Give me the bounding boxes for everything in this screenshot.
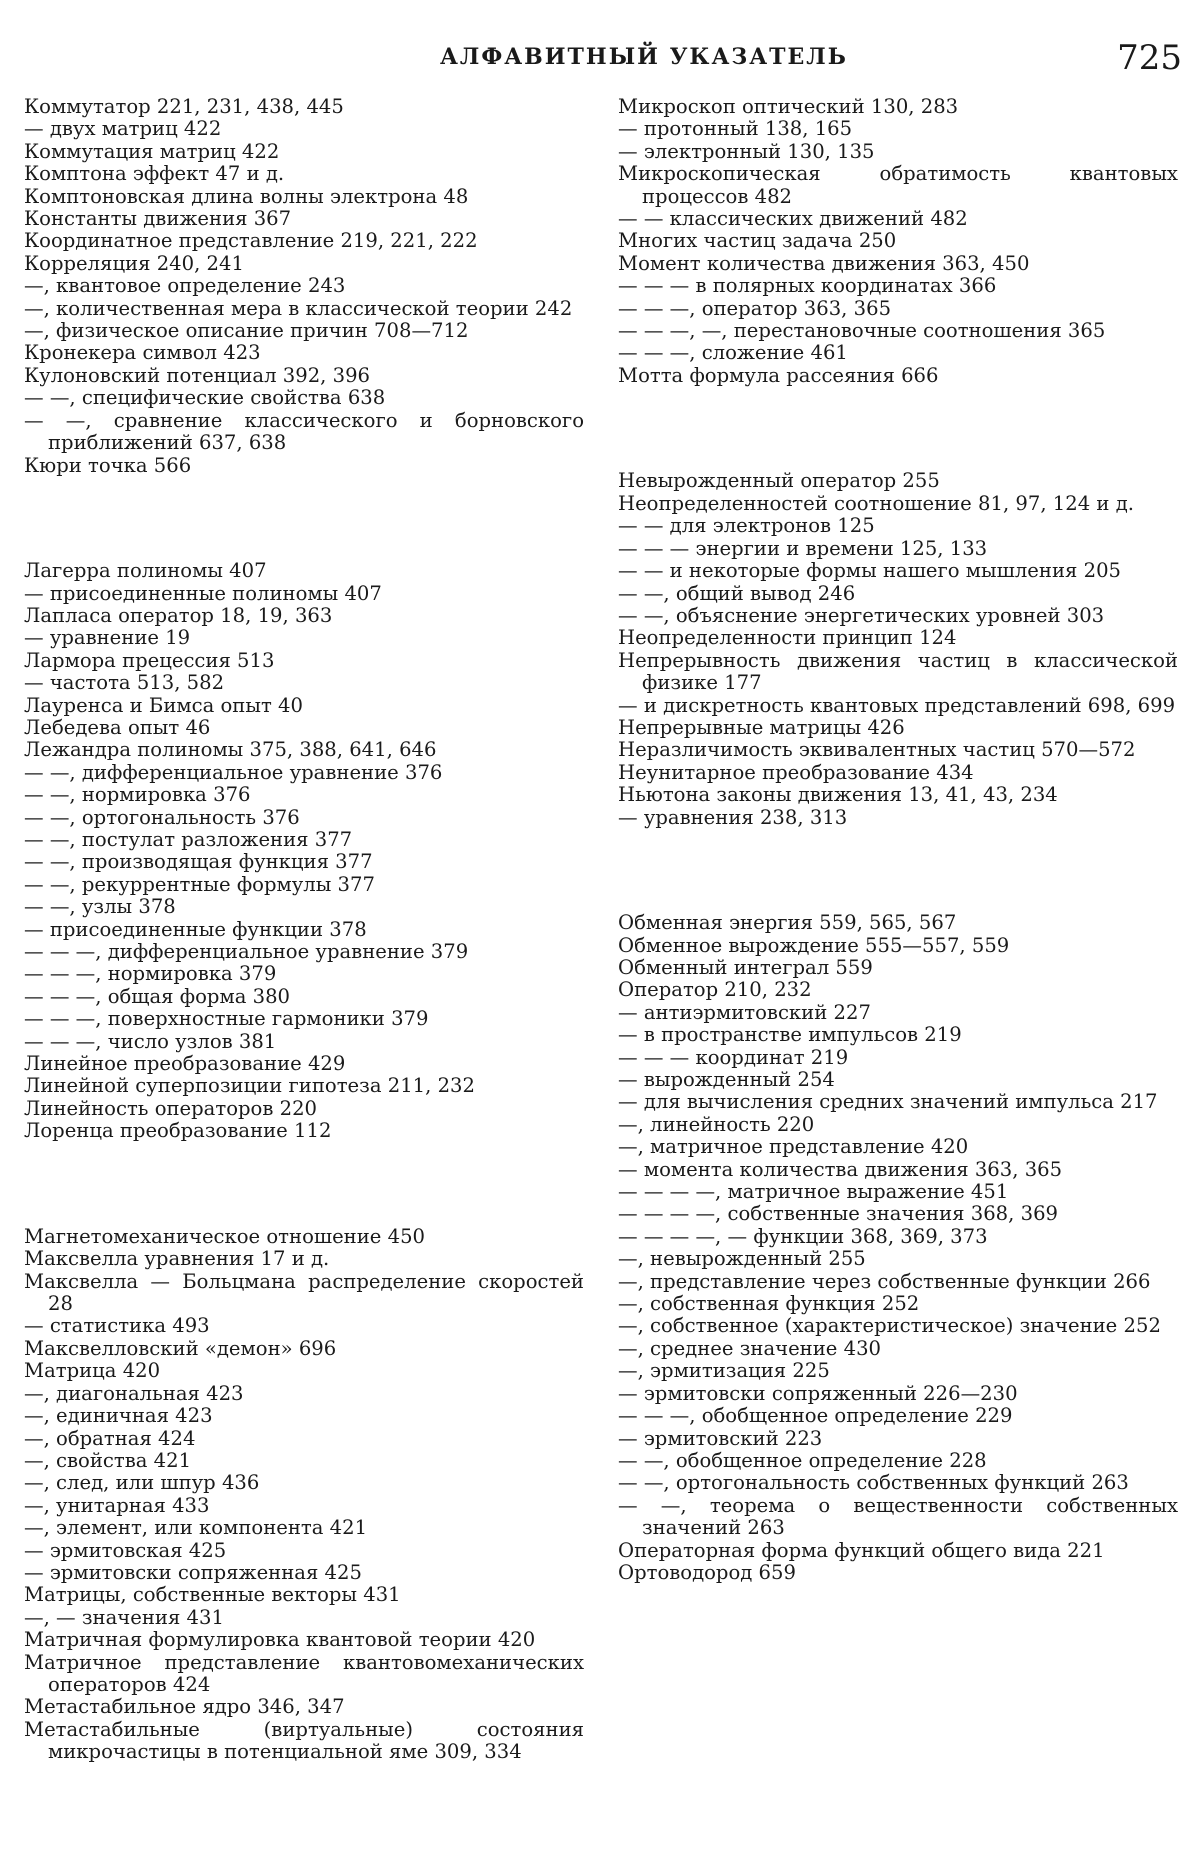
index-entry: Микроскоп оптический 130, 283: [618, 95, 959, 118]
index-entry: — — — —, собственные значения 368, 369: [618, 1202, 1058, 1226]
index-entry: —, след, или шпур 436: [24, 1471, 260, 1495]
index-entry: — —, узлы 378: [24, 895, 176, 919]
index-entry: —, среднее значение 430: [618, 1336, 882, 1360]
index-entry: — — для электронов 125: [618, 514, 875, 538]
section-gap: [24, 497, 584, 541]
index-entry: — — — в полярных координатах 366: [618, 274, 997, 298]
index-entry: —, элемент, или компонента 421: [24, 1516, 368, 1540]
index-entry: — — — энергии и времени 125, 133: [618, 536, 988, 560]
index-entry: —, свойства 421: [24, 1448, 192, 1472]
page-header: [0, 38, 1200, 98]
index-entry: Многих частиц задача 250: [618, 229, 897, 253]
index-entry: Максвелловский «демон» 696: [24, 1336, 337, 1360]
index-entry: —, диагональная 423: [24, 1381, 244, 1405]
index-entry: —, собственное (характеристическое) значение 252: [618, 1314, 1161, 1338]
index-entry: — эрмитовская 425: [24, 1538, 227, 1562]
index-entry: — и дискретность квантовых представлений 698, 699: [618, 693, 1176, 717]
index-entry: —, представление через собственные функции 266: [618, 1269, 1151, 1293]
index-entry: Микроскопическая обратимость квантовых процессов 482: [618, 162, 1178, 208]
index-entry: Матричная формулировка квантовой теории 420: [24, 1628, 536, 1652]
index-entry: Лапласа оператор 18, 19, 363: [24, 603, 333, 627]
index-entry: Константы движения 367: [24, 207, 292, 231]
index-entry: Кронекера символ 423: [24, 341, 261, 365]
index-entry: Линейной суперпозиции гипотеза 211, 232: [24, 1074, 475, 1098]
index-entry: Лагерра полиномы 407: [24, 559, 267, 583]
index-entry: — эрмитовски сопряженная 425: [24, 1560, 362, 1584]
index-entry: — —, сравнение классического и борновского приближений 637, 638: [24, 408, 584, 455]
index-entry: — —, дифференциальное уравнение 376: [24, 760, 443, 784]
index-entry: — — —, нормировка 379: [24, 962, 277, 986]
index-entry: —, единичная 423: [24, 1404, 213, 1428]
index-entry: Мотта формула рассеяния 666: [618, 363, 939, 387]
index-entry: Коммутация матриц 422: [24, 139, 280, 163]
index-entry: Ньютона законы движения 13, 41, 43, 234: [618, 783, 1058, 807]
index-entry: — — —, общая форма 380: [24, 984, 290, 1008]
index-column-right: [618, 96, 1178, 1584]
index-entry: Магнетомеханическое отношение 450: [24, 1224, 426, 1248]
index-entry: Максвелла уравнения 17 и д.: [24, 1247, 330, 1271]
index-entry: Лебедева опыт 46: [24, 715, 211, 739]
index-entry: — эрмитовский 223: [618, 1426, 823, 1450]
index-entry: — —, рекуррентные формулы 377: [24, 872, 375, 896]
index-entry: — — —, дифференциальное уравнение 379: [24, 940, 469, 963]
index-entry: —, физическое описание причин 708—712: [24, 319, 469, 343]
index-entry: — — —, обобщенное определение 229: [618, 1404, 1013, 1428]
index-entry: Невырожденный оператор 255: [618, 469, 940, 493]
index-entry: — электронный 130, 135: [618, 139, 875, 163]
index-entry: — — и некоторые формы нашего мышления 205: [618, 559, 1122, 583]
index-entry: Линейное преобразование 429: [24, 1052, 346, 1076]
index-entry: — — —, оператор 363, 365: [618, 296, 892, 320]
index-entry: Матрица 420: [24, 1359, 161, 1383]
index-entry: Неунитарное преобразование 434: [618, 760, 974, 784]
index-entry: — эрмитовски сопряженный 226—230: [618, 1381, 1018, 1405]
index-entry: —, обратная 424: [24, 1426, 196, 1450]
index-entry: —, количественная мера в классической теории 242: [24, 296, 573, 320]
index-entry: Метастабильные (виртуальные) состояния микрочастицы в потенциальной яме 309, 334: [24, 1717, 584, 1764]
index-entry: Неопределенности принцип 124: [618, 626, 957, 650]
index-entry: Оператор 210, 232: [618, 978, 812, 1002]
index-entry: — —, общий вывод 246: [618, 581, 856, 605]
index-entry: — для вычисления средних значений импульса 217: [618, 1090, 1158, 1114]
index-entry: Кулоновский потенциал 392, 396: [24, 363, 371, 387]
index-entry: — вырожденный 254: [618, 1068, 835, 1091]
index-entry: — —, объяснение энергетических уровней 303: [618, 603, 1105, 627]
index-entry: — —, специфические свойства 638: [24, 386, 386, 410]
index-entry: Максвелла — Больцмана распределение скоростей 28: [24, 1269, 584, 1316]
index-entry: —, собственная функция 252: [618, 1292, 920, 1316]
index-entry: — присоединенные полиномы 407: [24, 581, 382, 605]
index-entry: — двух матриц 422: [24, 117, 222, 141]
index-entry: Обменная энергия 559, 565, 567: [618, 911, 957, 935]
index-entry: Непрерывные матрицы 426: [618, 715, 905, 739]
index-entry: — уравнение 19: [24, 626, 191, 650]
index-entry: Комптоновская длина волны электрона 48: [24, 184, 469, 208]
index-entry: Кюри точка 566: [24, 453, 192, 477]
index-entry: Лежандра полиномы 375, 388, 641, 646: [24, 738, 437, 762]
index-entry: —, невырожденный 255: [618, 1247, 866, 1271]
index-entry: Лоренца преобразование 112: [24, 1119, 332, 1143]
index-entry: — — —, —, перестановочные соотношения 365: [618, 319, 1106, 343]
index-entry: — протонный 138, 165: [618, 117, 853, 141]
index-entry: Ортоводород 659: [618, 1560, 796, 1584]
index-entry: —, линейность 220: [618, 1112, 815, 1136]
index-entry: Корреляция 240, 241: [24, 251, 244, 275]
index-entry: Лармора прецессия 513: [24, 648, 275, 672]
index-entry: Метастабильное ядро 346, 347: [24, 1695, 345, 1719]
index-entry: — — — координат 219: [618, 1045, 849, 1069]
index-entry: — —, производящая функция 377: [24, 850, 373, 874]
index-entry: Обменное вырождение 555—557, 559: [618, 933, 1010, 957]
index-entry: — —, теорема о вещественности собственных значений 263: [618, 1493, 1178, 1540]
index-entry: — — —, число узлов 381: [24, 1029, 277, 1053]
index-entry: Коммутатор 221, 231, 438, 445: [24, 95, 344, 118]
index-entry: — — —, поверхностные гармоники 379: [24, 1007, 429, 1031]
index-entry: Линейность операторов 220: [24, 1096, 317, 1120]
index-entry: — уравнения 238, 313: [618, 805, 848, 829]
page-number: 725: [1117, 38, 1182, 78]
running-title: АЛФАВИТНЫЙ УКАЗАТЕЛЬ: [440, 44, 848, 70]
index-entry: — статистика 493: [24, 1314, 210, 1338]
index-entry: Обменный интеграл 559: [618, 955, 873, 979]
index-entry: — —, обобщенное определение 228: [618, 1448, 987, 1472]
index-entry: Матричное представление квантовомеханических операторов 424: [24, 1650, 584, 1696]
index-entry: Непрерывность движения частиц в классической физике 177: [618, 648, 1178, 695]
index-entry: — —, ортогональность собственных функций 263: [618, 1471, 1129, 1495]
index-column-left: [24, 96, 584, 1764]
index-entry: —, матричное представление 420: [618, 1135, 969, 1159]
index-entry: — антиэрмитовский 227: [618, 1000, 871, 1024]
index-entry: — присоединенные функции 378: [24, 917, 367, 941]
index-entry: — частота 513, 582: [24, 671, 225, 695]
index-entry: — в пространстве импульсов 219: [618, 1023, 962, 1047]
index-entry: Неопределенностей соотношение 81, 97, 124 и д.: [618, 491, 1134, 515]
index-entry: —, — значения 431: [24, 1605, 224, 1629]
index-entry: Матрицы, собственные векторы 431: [24, 1583, 401, 1607]
index-entry: Комптона эффект 47 и д.: [24, 162, 285, 186]
index-entry: Момент количества движения 363, 450: [618, 251, 1030, 275]
index-entry: — момента количества движения 363, 365: [618, 1157, 1063, 1181]
index-entry: — — — —, матричное выражение 451: [618, 1180, 1009, 1204]
index-entry: Неразличимость эквивалентных частиц 570—572: [618, 738, 1136, 762]
index-entry: Лауренса и Бимса опыт 40: [24, 693, 303, 717]
index-entry: — — классических движений 482: [618, 207, 968, 231]
index-entry: — —, ортогональность 376: [24, 805, 300, 829]
index-entry: Операторная форма функций общего вида 221: [618, 1538, 1105, 1562]
section-gap: [24, 1162, 584, 1206]
section-gap: [618, 407, 1178, 451]
index-entry: — —, постулат разложения 377: [24, 827, 353, 851]
section-gap: [618, 849, 1178, 893]
index-entry: Координатное представление 219, 221, 222: [24, 229, 478, 253]
index-entry: — —, нормировка 376: [24, 783, 251, 807]
index-entry: — — — —, — функции 368, 369, 373: [618, 1224, 988, 1248]
index-entry: —, эрмитизация 225: [618, 1359, 830, 1383]
index-entry: — — —, сложение 461: [618, 341, 848, 365]
index-entry: —, квантовое определение 243: [24, 274, 346, 298]
index-entry: —, унитарная 433: [24, 1493, 210, 1517]
